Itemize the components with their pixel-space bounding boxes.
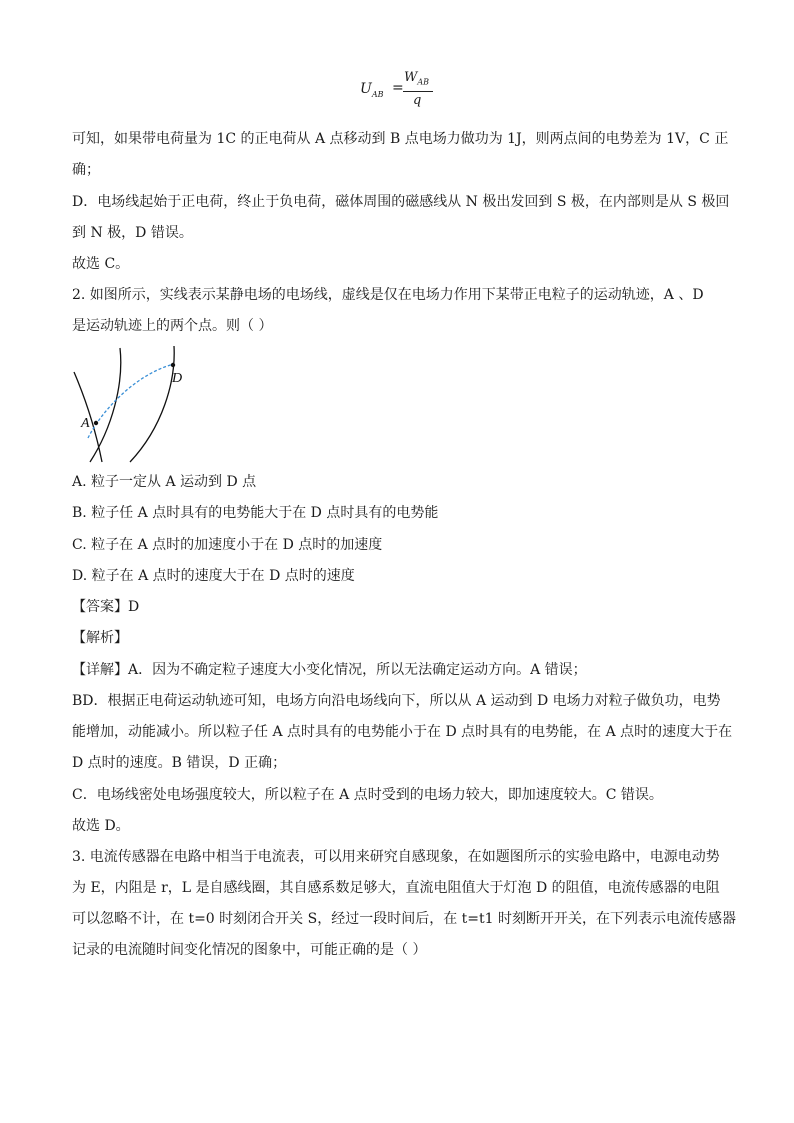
field-line-2 bbox=[90, 348, 121, 462]
question-2-stem: 是运动轨迹上的两个点。则（ ） bbox=[72, 318, 273, 334]
explanation-line: BD．根据正电荷运动轨迹可知，电场方向沿电场线向下，所以从 A 运动到 D 电场力对粒子做负功，电势 bbox=[72, 693, 721, 709]
formula-uab bbox=[360, 70, 450, 114]
explanation-line: C．电场线密处电场强度较大，所以粒子在 A 点时受到的电场力较大，即加速度较大。C 错误。 bbox=[72, 787, 663, 803]
text-line: 到 N 极，D 错误。 bbox=[72, 225, 193, 241]
formula-denominator: q bbox=[413, 93, 422, 108]
text-line: 故选 C。 bbox=[72, 256, 130, 272]
question-3-stem: 可以忽略不计，在 t=0 时刻闭合开关 S，经过一段时间后，在 t=t1 时刻断开开关，在下列表示电流传感器 bbox=[72, 911, 736, 927]
text-line: D．电场线起始于正电荷，终止于负电荷，磁体周围的磁感线从 N 极出发回到 S 极，在内部则是从 S 极回 bbox=[72, 194, 730, 210]
explanation-line: 故选 D。 bbox=[72, 818, 130, 834]
explanation-line: 能增加，动能减小。所以粒子任 A 点时具有的电势能小于在 D 点时具有的电势能，在 A 点时的速度大于在 bbox=[72, 724, 733, 740]
question-3-stem: 为 E，内阻是 r，L 是自感线圈，其自感系数足够大，直流电阻值大于灯泡 D 的阻值，电流传感器的电阻 bbox=[72, 880, 720, 896]
question-3-stem: 3. 电流传感器在电路中相当于电流表，可以用来研究自感现象，在如题图所示的实验电路中，电源电动势 bbox=[72, 849, 720, 865]
formula-lhs: $U_{AB}$ bbox=[360, 81, 384, 99]
electric-field-figure bbox=[72, 342, 192, 464]
answer-heading: 【答案】D bbox=[72, 599, 140, 615]
option-d: D. 粒子在 A 点时的速度大于在 D 点时的速度 bbox=[72, 568, 355, 584]
field-line-3 bbox=[130, 346, 174, 462]
option-c: C. 粒子在 A 点时的加速度小于在 D 点时的加速度 bbox=[72, 537, 383, 553]
formula-numerator: $W_{AB}$ bbox=[404, 70, 430, 87]
fraction-bar bbox=[403, 91, 433, 92]
question-2-stem: 2. 如图所示，实线表示某静电场的电场线，虚线是仅在电场力作用下某带正电粒子的运动轨迹，A 、D bbox=[72, 287, 704, 303]
option-b: B. 粒子任 A 点时具有的电势能大于在 D 点时具有的电势能 bbox=[72, 505, 439, 521]
formula-equals: = bbox=[392, 80, 404, 96]
option-a: A. 粒子一定从 A 运动到 D 点 bbox=[72, 474, 257, 490]
explanation-line: 【详解】A．因为不确定粒子速度大小变化情况，所以无法确定运动方向。A 错误； bbox=[72, 662, 587, 678]
trajectory-dashed bbox=[88, 364, 174, 438]
field-diagram-svg bbox=[72, 342, 192, 464]
text-line: 可知，如果带电荷量为 1C 的正电荷从 A 点移动到 B 点电场力做功为 1J，则两点间的电势差为 1V，C 正 bbox=[72, 131, 729, 147]
text-line: 确； bbox=[72, 162, 100, 178]
point-d-dot bbox=[171, 363, 175, 367]
question-3-stem: 记录的电流随时间变化情况的图象中，可能正确的是（ ） bbox=[72, 942, 427, 958]
explanation-line: D 点时的速度。B 错误，D 正确； bbox=[72, 755, 287, 771]
analysis-heading: 【解析】 bbox=[72, 630, 128, 646]
point-a-dot bbox=[94, 421, 98, 425]
point-d-label: D bbox=[172, 371, 183, 386]
point-a-label: A bbox=[81, 416, 90, 431]
